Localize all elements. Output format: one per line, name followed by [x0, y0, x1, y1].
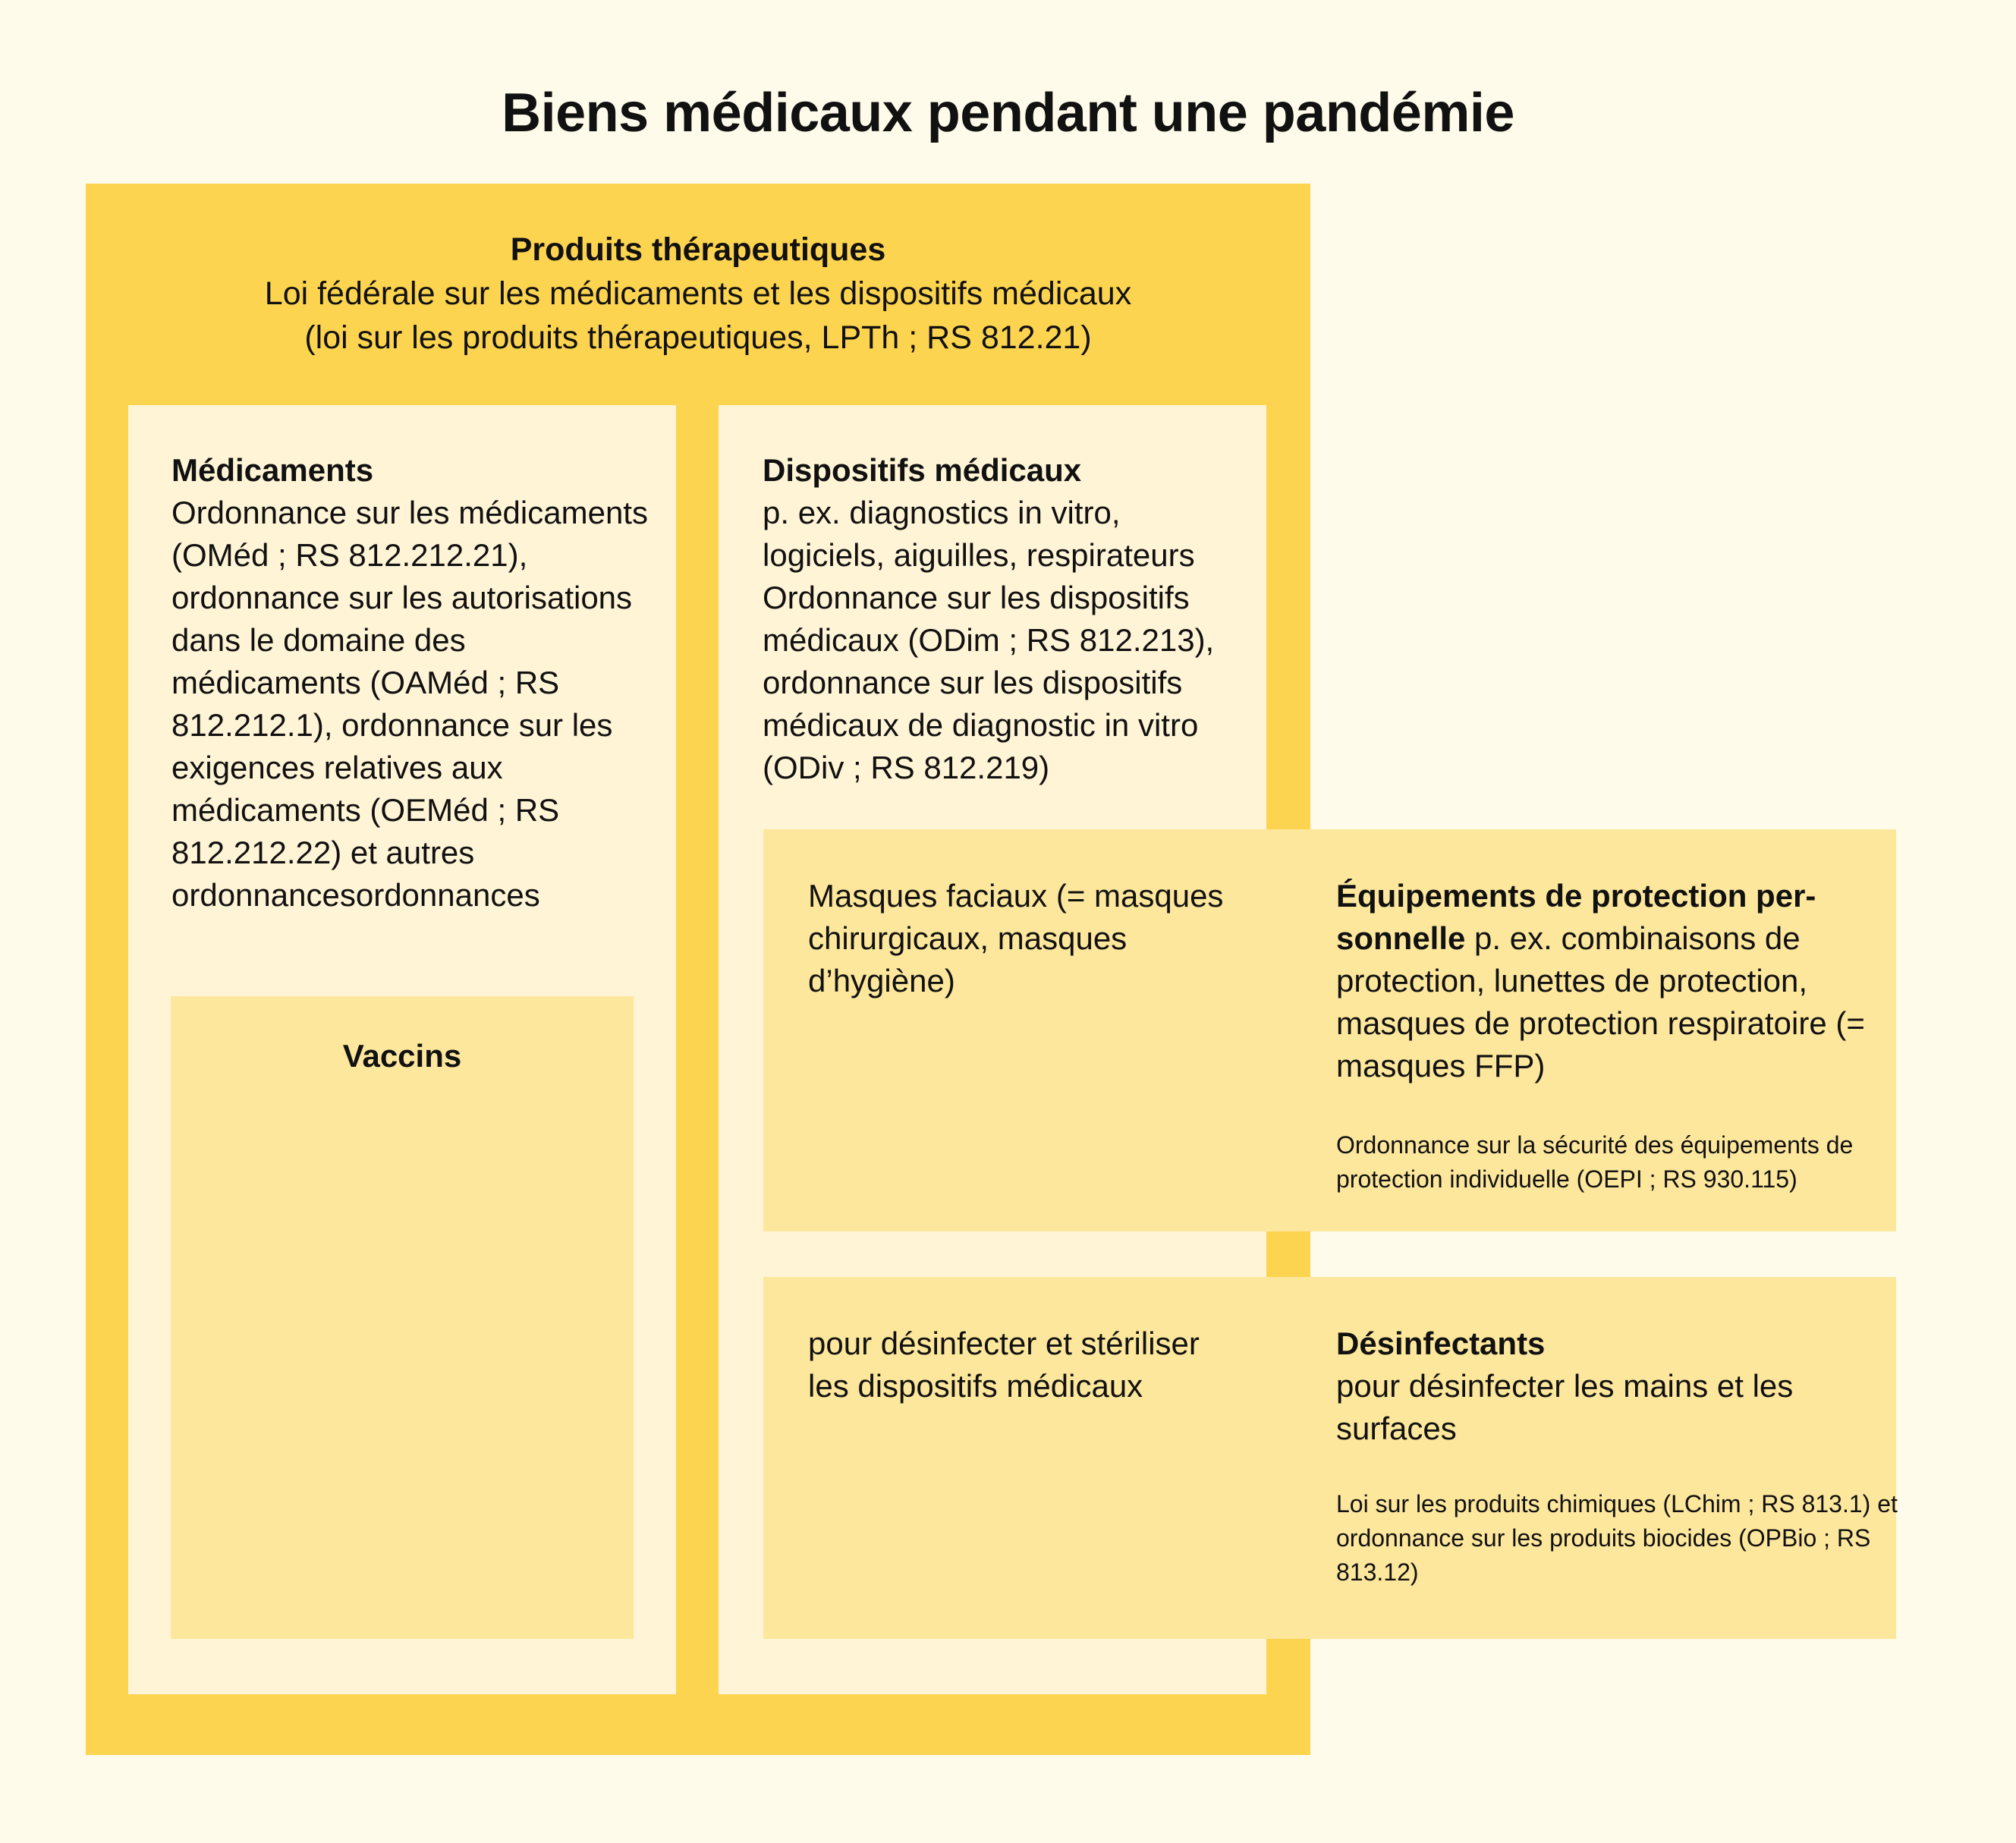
disinfectants-law: Loi sur les produits chimiques (LChim ; RS 813.1) et ordonnance sur les produits biocides (OPBio ; RS 813.12) [1336, 1490, 1898, 1586]
face-masks-text: Masques faciaux (= masques chirurgicaux, masques d’hygiène) [808, 878, 1224, 999]
diagram-title: Biens médicaux pendant une pandémie [502, 83, 1514, 143]
therapeutic-products-header [86, 228, 1310, 360]
sterilization-text: pour désinfecter et stériliser les dispositifs médicaux [808, 1326, 1200, 1404]
disinfectants-text [1336, 1322, 1898, 1450]
disinfectants-heading: Désinfectants [1336, 1326, 1546, 1361]
medical-devices-body: p. ex. diagnostics in vitro, logiciels, aiguilles, respirateurs Ordonnance sur les dispositifs médicaux (ODim ; RS 812.213), ordonnance sur les dispositifs médicaux de diagnostic in vitro (ODiv ; RS 812.219) [763, 495, 1215, 785]
connector-strip [1266, 1231, 1310, 1277]
disinfectants-body: pour désinfecter les mains et les surfaces [1336, 1368, 1794, 1446]
ppe-text [1336, 875, 1898, 1087]
ppe-body: p. ex. combinaisons de protection, lunettes de protection, masques de protection respiratoire (= masques FFP) [1336, 920, 1865, 1083]
therapeutic-products-heading: Produits thérapeutiques [510, 231, 886, 268]
medical-devices-text [763, 449, 1248, 789]
medicaments-body: Ordonnance sur les médicaments (OMéd ; RS 812.212.21), ordonnance sur les autorisations dans le domaine des médicaments (OAMéd ; RS 812.212.1), ordonnance sur les exigences relatives aux médicaments (OEMéd ; RS 812.212.22) et autres ordonnancesordonnances [171, 495, 648, 913]
therapeutic-products-law-line1: Loi fédérale sur les médicaments et les dispositifs médicaux [264, 275, 1132, 312]
medicaments-heading: Médicaments [171, 452, 374, 488]
medicaments-text [171, 449, 657, 917]
therapeutic-products-law-line2: (loi sur les produits thérapeutiques, LPTh ; RS 812.21) [304, 319, 1092, 356]
ppe-law: Ordonnance sur la sécurité des équipements de protection individuelle (OEPI ; RS 930.115) [1336, 1131, 1854, 1193]
vaccins-heading: Vaccins [342, 1038, 462, 1074]
ppe-heading: Équipements de protection per-sonnelle [1336, 878, 1816, 956]
medical-devices-heading: Dispositifs médicaux [763, 452, 1082, 488]
vaccins-box [171, 996, 634, 1639]
